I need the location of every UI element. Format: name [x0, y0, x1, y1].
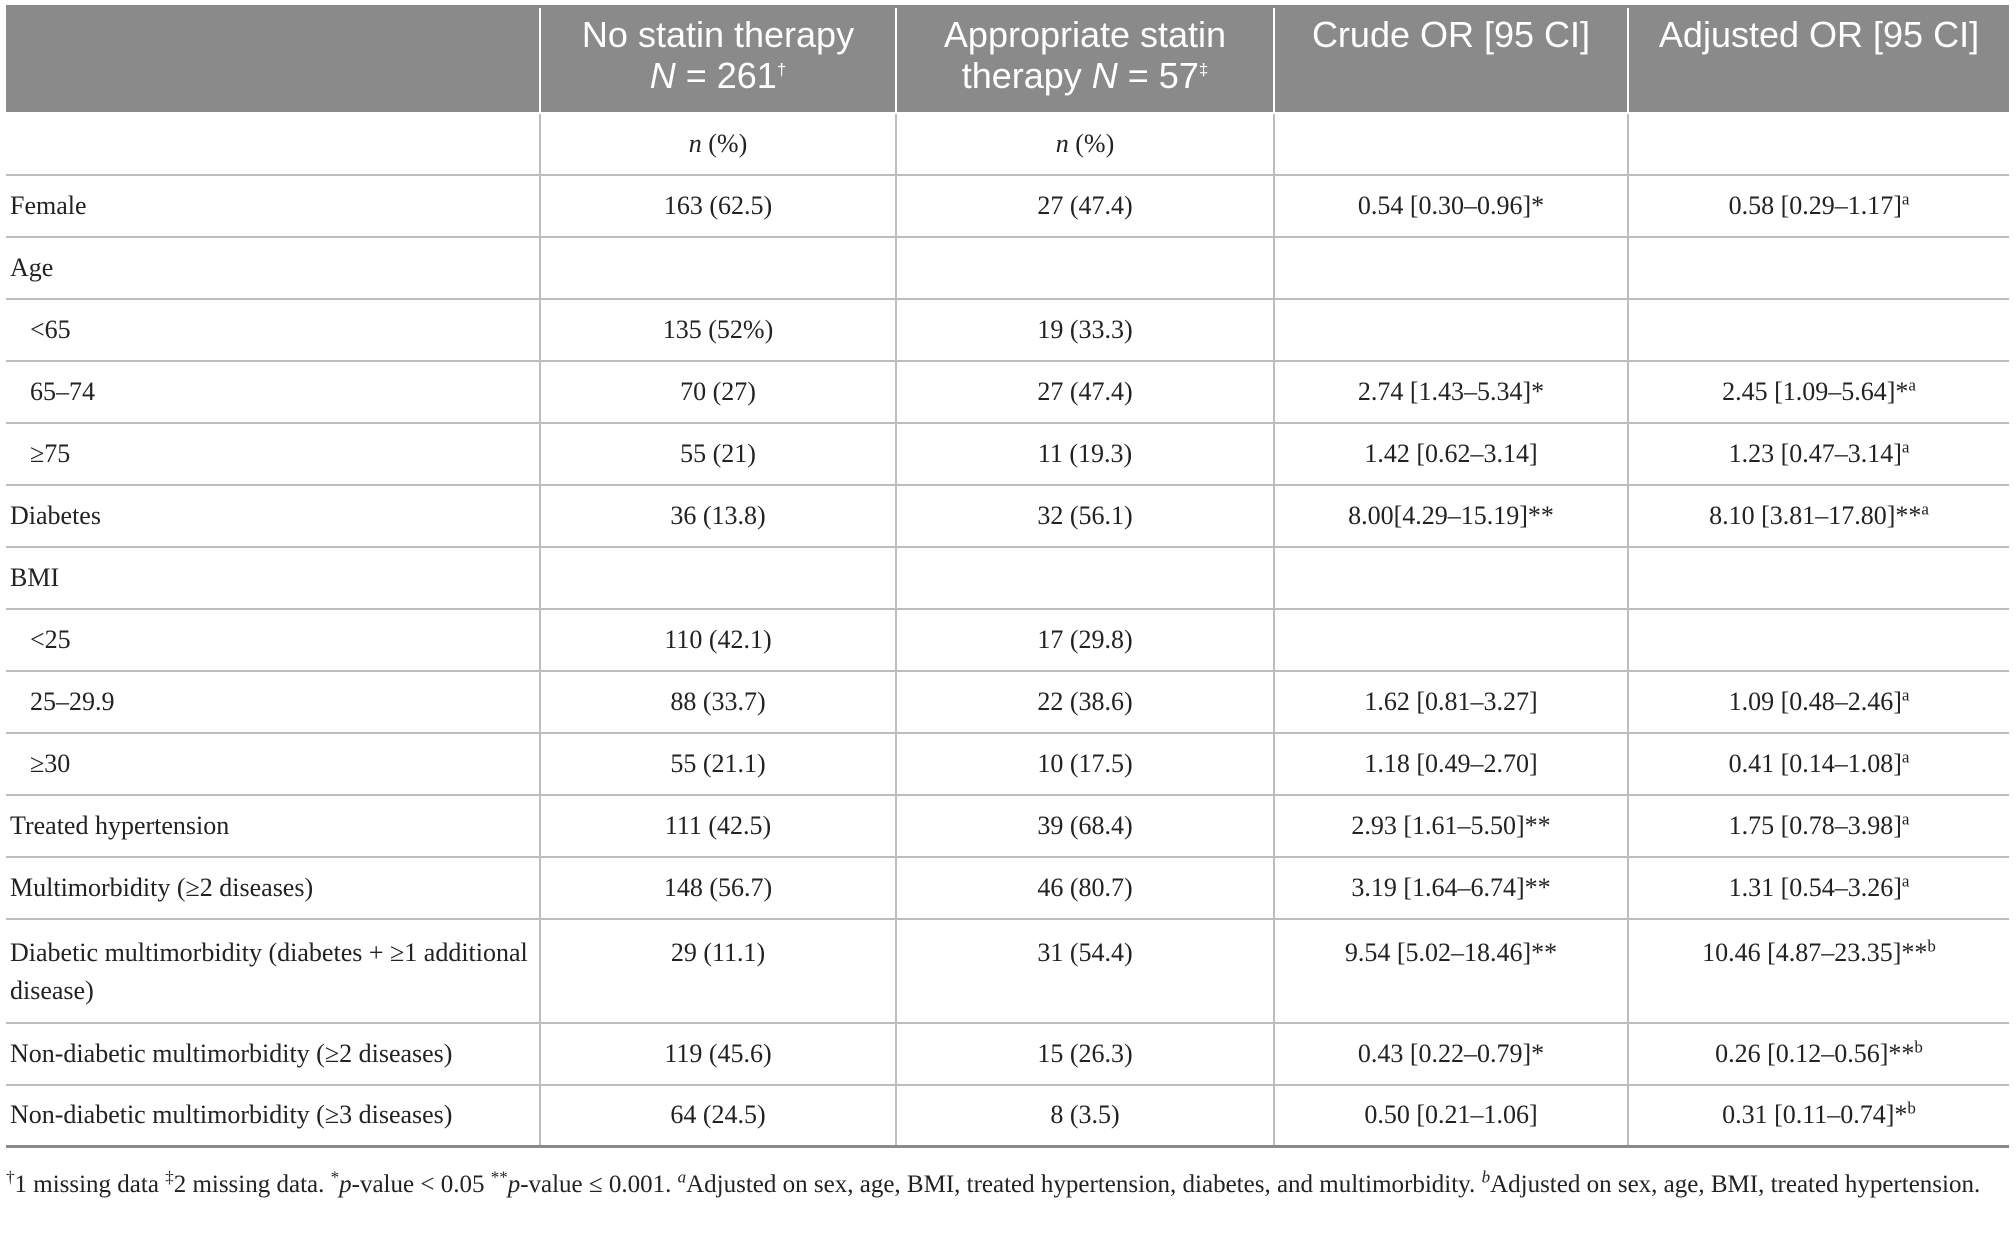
table-row	[6, 609, 2009, 671]
row-label-text: Age	[10, 252, 54, 282]
footnote-missing-1: 1 missing data	[14, 1171, 166, 1198]
cell-appropriate-statin-text: 8 (3.5)	[1050, 1100, 1120, 1130]
footnote-dagger: †	[6, 1167, 15, 1187]
cell-adjusted-or	[1628, 485, 2009, 547]
cell-appropriate-statin	[896, 237, 1274, 299]
cell-crude-or-text: 3.19 [1.64–6.74]**	[1351, 872, 1551, 902]
cell-no-statin	[540, 1085, 896, 1147]
cell-appropriate-statin-text: 27 (47.4)	[1037, 190, 1133, 220]
cell-crude-or-text: 1.18 [0.49–2.70]	[1364, 748, 1538, 778]
cell-no-statin-text: 163 (62.5)	[663, 190, 773, 220]
footnote-pvalue-2: -value ≤ 0.001.	[520, 1171, 678, 1198]
table-row	[6, 1023, 2009, 1085]
row-label-text: <65	[30, 314, 71, 344]
row-label	[6, 795, 540, 857]
cell-no-statin-text: 70 (27)	[680, 376, 756, 406]
cell-adjusted-or	[1628, 175, 2009, 237]
row-label	[6, 237, 540, 299]
cell-crude-or	[1274, 733, 1628, 795]
cell-no-statin	[540, 423, 896, 485]
table-header	[6, 7, 2009, 113]
cell-appropriate-statin	[896, 857, 1274, 919]
cell-appropriate-statin-text: 11 (19.3)	[1037, 438, 1133, 468]
row-label	[6, 423, 540, 485]
cell-no-statin	[540, 485, 896, 547]
table-row	[6, 919, 2009, 1023]
cell-appropriate-statin	[896, 795, 1274, 857]
row-label-text: 65–74	[30, 376, 95, 406]
row-label	[6, 733, 540, 795]
adjustment-marker: b	[1914, 1036, 1923, 1056]
row-label-text: BMI	[10, 562, 60, 592]
cell-adjusted-or-text: 1.09 [0.48–2.46]	[1728, 686, 1902, 716]
footnote-b-marker: b	[1481, 1167, 1491, 1187]
table-row	[6, 671, 2009, 733]
row-label	[6, 299, 540, 361]
cell-adjusted-or	[1628, 547, 2009, 609]
row-label	[6, 1085, 540, 1147]
results-table	[6, 5, 2009, 1148]
cell-no-statin	[540, 1023, 896, 1085]
cell-adjusted-or-text: 10.46 [4.87–23.35]**	[1702, 937, 1928, 967]
cell-crude-or	[1274, 423, 1628, 485]
cell-crude-or	[1274, 1085, 1628, 1147]
cell-appropriate-statin	[896, 485, 1274, 547]
cell-crude-or-text: 9.54 [5.02–18.46]**	[1344, 937, 1558, 967]
adjustment-marker: a	[1901, 188, 1910, 208]
row-label	[6, 485, 540, 547]
cell-crude-or-text: 1.42 [0.62–3.14]	[1364, 438, 1538, 468]
table-row	[6, 733, 2009, 795]
header-crude-or-label: Crude OR [95 CI]	[1311, 14, 1591, 55]
cell-crude-or-text: 0.43 [0.22–0.79]*	[1357, 1038, 1545, 1068]
row-label	[6, 547, 540, 609]
cell-no-statin-text: 135 (52%)	[662, 314, 774, 344]
cell-appropriate-statin-text: 31 (54.4)	[1037, 937, 1133, 967]
cell-no-statin	[540, 795, 896, 857]
row-label-text: Non-diabetic multimorbidity (≥3 diseases)	[10, 1100, 453, 1130]
cell-no-statin	[540, 609, 896, 671]
cell-no-statin	[540, 237, 896, 299]
subheader-cell-empty	[6, 113, 540, 175]
header-appropriate-statin	[896, 7, 1274, 113]
cell-crude-or-text: 0.50 [0.21–1.06]	[1364, 1100, 1538, 1130]
cell-crude-or-text: 8.00[4.29–15.19]**	[1348, 500, 1554, 530]
header-no-statin	[540, 7, 896, 113]
cell-crude-or-text: 0.54 [0.30–0.96]*	[1357, 190, 1545, 220]
cell-no-statin-text: 36 (13.8)	[670, 500, 766, 530]
cell-no-statin-text: 55 (21)	[680, 438, 756, 468]
cell-adjusted-or	[1628, 795, 2009, 857]
cell-no-statin	[540, 547, 896, 609]
table-row	[6, 795, 2009, 857]
table-row	[6, 857, 2009, 919]
cell-adjusted-or	[1628, 237, 2009, 299]
cell-crude-or	[1274, 1023, 1628, 1085]
cell-crude-or	[1274, 361, 1628, 423]
cell-adjusted-or-text: 0.31 [0.11–0.74]*	[1722, 1100, 1908, 1130]
header-adjusted-or	[1628, 7, 2009, 113]
cell-appropriate-statin-text: 10 (17.5)	[1037, 748, 1133, 778]
cell-adjusted-or	[1628, 733, 2009, 795]
cell-appropriate-statin-text: 39 (68.4)	[1037, 810, 1133, 840]
cell-no-statin-text: 148 (56.7)	[663, 872, 773, 902]
table-row	[6, 299, 2009, 361]
cell-adjusted-or	[1628, 1085, 2009, 1147]
cell-appropriate-statin	[896, 1085, 1274, 1147]
cell-crude-or	[1274, 857, 1628, 919]
cell-appropriate-statin	[896, 423, 1274, 485]
table-row	[6, 485, 2009, 547]
cell-appropriate-statin-text: 17 (29.8)	[1037, 624, 1133, 654]
footnote-double-star: **	[490, 1167, 508, 1187]
table-row	[6, 1085, 2009, 1147]
footnote-star: *	[330, 1167, 340, 1187]
cell-appropriate-statin-text: 27 (47.4)	[1037, 376, 1133, 406]
table-row	[6, 361, 2009, 423]
cell-adjusted-or	[1628, 299, 2009, 361]
cell-crude-or	[1274, 671, 1628, 733]
footnote-adjusted-b: Adjusted on sex, age, BMI, treated hypertension.	[1490, 1171, 1981, 1198]
row-label	[6, 1023, 540, 1085]
cell-crude-or-text: 1.62 [0.81–3.27]	[1364, 686, 1538, 716]
header-appropriate-sup: ‡	[1198, 60, 1209, 79]
subheader-n-2: n	[1055, 128, 1069, 158]
cell-appropriate-statin-text: 15 (26.3)	[1037, 1038, 1133, 1068]
cell-appropriate-statin	[896, 547, 1274, 609]
subheader-row	[6, 113, 2009, 175]
subheader-cell-empty-3	[1274, 113, 1628, 175]
cell-no-statin	[540, 175, 896, 237]
cell-no-statin	[540, 919, 896, 1023]
header-no-statin-sup: †	[776, 60, 787, 79]
row-label-text: <25	[30, 624, 71, 654]
row-label	[6, 857, 540, 919]
cell-crude-or	[1274, 547, 1628, 609]
table-body	[6, 113, 2009, 1147]
cell-adjusted-or	[1628, 1023, 2009, 1085]
cell-appropriate-statin	[896, 299, 1274, 361]
row-label-text: Diabetic multimorbidity (diabetes + ≥1 additional disease)	[10, 937, 528, 1005]
row-label-text: 25–29.9	[30, 686, 115, 716]
table-row	[6, 237, 2009, 299]
cell-no-statin-text: 55 (21.1)	[670, 748, 766, 778]
cell-appropriate-statin	[896, 361, 1274, 423]
table-row	[6, 547, 2009, 609]
adjustment-marker: a	[1901, 808, 1910, 828]
cell-crude-or	[1274, 237, 1628, 299]
subheader-pct-2: (%)	[1068, 128, 1115, 158]
cell-crude-or	[1274, 175, 1628, 237]
cell-appropriate-statin	[896, 671, 1274, 733]
cell-crude-or-text: 2.74 [1.43–5.34]*	[1357, 376, 1545, 406]
cell-no-statin-text: 64 (24.5)	[670, 1100, 766, 1130]
adjustment-marker: a	[1901, 436, 1910, 456]
footnote-double-dagger: ‡	[165, 1167, 174, 1187]
cell-adjusted-or	[1628, 609, 2009, 671]
results-table-container	[6, 5, 2009, 1148]
cell-appropriate-statin	[896, 919, 1274, 1023]
cell-adjusted-or-text: 2.45 [1.09–5.64]*	[1722, 376, 1909, 406]
cell-adjusted-or	[1628, 919, 2009, 1023]
cell-no-statin	[540, 671, 896, 733]
subheader-cell-n-pct-1	[540, 113, 896, 175]
cell-adjusted-or	[1628, 857, 2009, 919]
row-label-text: Treated hypertension	[10, 810, 230, 840]
footnote-pvalue-1: -value < 0.05	[351, 1171, 491, 1198]
cell-adjusted-or	[1628, 423, 2009, 485]
cell-appropriate-statin	[896, 609, 1274, 671]
footnote-p-2: p	[507, 1171, 521, 1198]
cell-appropriate-statin-text: 19 (33.3)	[1037, 314, 1133, 344]
row-label-text: Female	[10, 190, 87, 220]
cell-appropriate-statin	[896, 733, 1274, 795]
header-adjusted-or-label: Adjusted OR [95 CI]	[1658, 14, 1980, 55]
header-no-statin-n: N	[649, 55, 676, 96]
adjustment-marker: a	[1901, 684, 1910, 704]
cell-adjusted-or-text: 1.23 [0.47–3.14]	[1728, 438, 1902, 468]
row-label	[6, 361, 540, 423]
header-empty	[6, 7, 540, 113]
table-row	[6, 423, 2009, 485]
cell-adjusted-or-text: 0.58 [0.29–1.17]	[1728, 190, 1902, 220]
row-label-text: Diabetes	[10, 500, 101, 530]
cell-no-statin	[540, 857, 896, 919]
row-label	[6, 919, 540, 1023]
footnote-p-1: p	[339, 1171, 352, 1198]
cell-no-statin-text: 88 (33.7)	[670, 686, 766, 716]
cell-no-statin	[540, 299, 896, 361]
adjustment-marker: a	[1908, 374, 1916, 394]
footnote-missing-2: 2 missing data.	[173, 1171, 331, 1198]
cell-no-statin-text: 111 (42.5)	[664, 810, 772, 840]
cell-adjusted-or	[1628, 671, 2009, 733]
header-appropriate-prefix: therapy	[961, 55, 1092, 96]
header-crude-or	[1274, 7, 1628, 113]
row-label-text: Multimorbidity (≥2 diseases)	[10, 872, 314, 902]
adjustment-marker: a	[1901, 870, 1910, 890]
subheader-cell-empty-4	[1628, 113, 2009, 175]
adjustment-marker: a	[1921, 498, 1929, 518]
subheader-n-1: n	[688, 128, 702, 158]
footnote-a-marker: a	[677, 1167, 687, 1187]
table-row	[6, 175, 2009, 237]
cell-adjusted-or-text: 1.31 [0.54–3.26]	[1728, 872, 1902, 902]
cell-crude-or	[1274, 299, 1628, 361]
adjustment-marker: a	[1901, 746, 1910, 766]
cell-adjusted-or-text: 8.10 [3.81–17.80]**	[1709, 500, 1922, 530]
row-label	[6, 175, 540, 237]
cell-crude-or-text: 2.93 [1.61–5.50]**	[1351, 810, 1551, 840]
table-footnote	[6, 1166, 2009, 1204]
footnote-adjusted-a: Adjusted on sex, age, BMI, treated hypertension, diabetes, and multimorbidity.	[686, 1171, 1482, 1198]
header-no-statin-count: = 261	[675, 55, 777, 96]
cell-no-statin-text: 119 (45.6)	[664, 1038, 772, 1068]
subheader-cell-n-pct-2	[896, 113, 1274, 175]
cell-no-statin-text: 29 (11.1)	[670, 937, 766, 967]
subheader-pct-1: (%)	[701, 128, 748, 158]
cell-adjusted-or-text: 0.26 [0.12–0.56]**	[1715, 1038, 1915, 1068]
row-label-text: ≥75	[30, 438, 71, 468]
cell-no-statin-text: 110 (42.1)	[664, 624, 772, 654]
header-appropriate-n: N	[1091, 55, 1118, 96]
cell-crude-or	[1274, 919, 1628, 1023]
cell-appropriate-statin-text: 22 (38.6)	[1037, 686, 1133, 716]
header-appropriate-count: = 57	[1117, 55, 1199, 96]
cell-appropriate-statin-text: 46 (80.7)	[1037, 872, 1133, 902]
cell-crude-or	[1274, 609, 1628, 671]
cell-adjusted-or-text: 0.41 [0.14–1.08]	[1728, 748, 1902, 778]
cell-appropriate-statin	[896, 175, 1274, 237]
cell-appropriate-statin	[896, 1023, 1274, 1085]
row-label	[6, 609, 540, 671]
cell-crude-or	[1274, 795, 1628, 857]
cell-adjusted-or-text: 1.75 [0.78–3.98]	[1728, 810, 1902, 840]
row-label-text: Non-diabetic multimorbidity (≥2 diseases)	[10, 1038, 453, 1068]
cell-adjusted-or	[1628, 361, 2009, 423]
cell-crude-or	[1274, 485, 1628, 547]
cell-no-statin	[540, 733, 896, 795]
row-label-text: ≥30	[30, 748, 71, 778]
cell-appropriate-statin-text: 32 (56.1)	[1037, 500, 1133, 530]
header-appropriate-line1: Appropriate statin	[943, 14, 1227, 55]
header-no-statin-line1: No statin therapy	[581, 14, 855, 55]
adjustment-marker: b	[1927, 935, 1936, 955]
cell-no-statin	[540, 361, 896, 423]
adjustment-marker: b	[1907, 1098, 1916, 1118]
row-label	[6, 671, 540, 733]
